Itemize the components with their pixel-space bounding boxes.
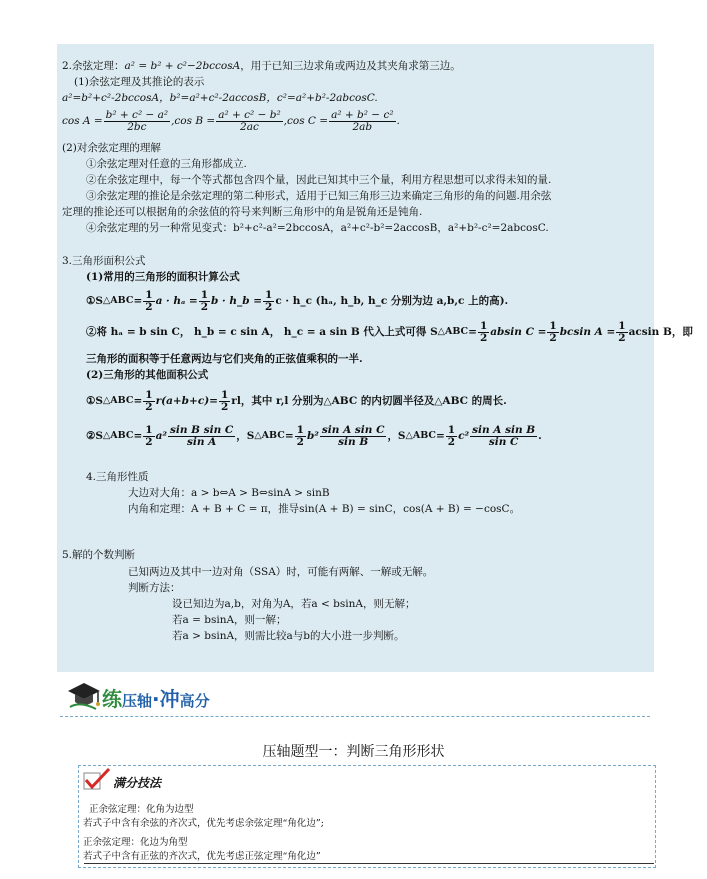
- method-box-underline: [84, 863, 654, 864]
- method-line-4: 若式子中含有正弦的齐次式，优先考虑正弦定理“角化边”: [83, 851, 321, 862]
- method-line-2: 若式子中含有余弦的齐次式，优先考虑余弦定理“角化边”;: [83, 818, 324, 829]
- triangle-properties-heading: 4.三角形性质: [86, 471, 149, 483]
- understanding-1: ①余弦定理对任意的三角形都成立.: [86, 158, 247, 170]
- banner-text-yazhou: 压轴: [122, 692, 153, 710]
- cosine-law-sub2: (2)对余弦定理的理解: [62, 142, 161, 154]
- solutions-line-1: 已知两边及其中一边对角（SSA）时，可能有两解、一解或无解。: [128, 566, 434, 578]
- practice-banner: [66, 679, 276, 713]
- area-sub1: (1)常用的三角形的面积计算公式: [86, 271, 240, 283]
- solutions-line-5: 若a > bsinA，则需比较a与b的大小进一步判断。: [172, 630, 405, 642]
- area-sub2: (2)三角形的其他面积公式: [86, 369, 209, 381]
- cosine-law-sub1: (1)余弦定理及其推论的表示: [74, 76, 205, 88]
- area-heading: 3.三角形面积公式: [62, 255, 146, 267]
- banner-text-practice: 练: [102, 687, 122, 711]
- area-other-2: ②S △ABC = $\frac{1}{2}$ a² $\frac{\text{sin B sin C}}{\text{sin A}}$ ，S △ABC = $\frac{1}{2}$ b² $\frac{\text{sin A sin C}}{\text{sin B}}$ ，S △ABC = $\frac{1}{2}$ c² $\frac{\text{sin A sin B}}{\text{sin C}}$ .: [86, 423, 542, 448]
- banner-text-gaofen: 高分: [179, 692, 210, 710]
- area-other-1: ①S △ABC = $\frac{1}{2}$ r(a+b+c)= $\frac{1}{2}$ rl，其中 r,l 分别为△ABC 的内切圆半径及△ABC 的周长.: [86, 388, 507, 413]
- cosine-law-heading: 2.余弦定理：a² = b² + c²−2bccosA，用于已知三边求角或两边及其夹角求第三边。: [62, 60, 461, 72]
- banner-text-chong: ·冲: [152, 687, 180, 711]
- area-formula-1: ①S △ABC = $\frac{1}{2}$ a · hₐ = $\frac{1}{2}$ b · h_b = $\frac{1}{2}$ c · h_c (hₐ, h_b, h_c 分别为边 a,b,c 上的高).: [86, 288, 509, 313]
- method-box-title: 满分技法: [113, 776, 162, 790]
- solutions-heading: 5.解的个数判断: [62, 549, 136, 561]
- understanding-3b: 定理的推论还可以根据角的余弦值的符号来判断三角形中的角是锐角还是钝角.: [62, 206, 423, 218]
- method-box: [78, 765, 656, 868]
- solutions-line-3: 设已知边为a,b，对角为A，若a < bsinA，则无解；: [172, 598, 416, 610]
- understanding-3a: ③余弦定理的推论是余弦定理的第二种形式，适用于已知三角形三边来确定三角形的角的问题.用余弦: [86, 190, 552, 202]
- question-type-title: 压轴题型一：判断三角形形状: [262, 744, 445, 760]
- triangle-property-2: 内角和定理：A + B + C = π，推导sin(A + B) = sinC，cos(A + B) = −cosC。: [128, 503, 521, 515]
- area-formula-2: ②将 hₐ = b sin C， h_b = c sin A， h_c = a sin B 代入上式可得 S △ABC = $\frac{1}{2}$ absin C = $\frac{1}{2}$ bcsin A = $\frac{1}{2}$ acsin B，即: [86, 319, 693, 344]
- cosine-corollary: cos A = $\frac{\text{b² + c² − a²}}{2bc}$ ,cos B = $\frac{\text{a² + c² − b²}}{2ac}$ ,cos C = $\frac{\text{a² + b² − c²}}{2ab}$ .: [62, 108, 400, 133]
- checkmark-icon: [83, 768, 111, 792]
- solutions-line-2: 判断方法：: [128, 582, 181, 594]
- triangle-property-1: 大边对大角：a > b⇔A > B⇔sinA > sinB: [128, 487, 330, 499]
- understanding-4: ④余弦定理的另一种常见变式：b²+c²-a²=2bccosA，a²+c²-b²=2accosB，a²+b²-c²=2abcosC.: [86, 222, 549, 234]
- method-line-1: 正余弦定理：化角为边型: [89, 804, 194, 815]
- understanding-2: ②在余弦定理中，每一个等式都包含四个量，因此已知其中三个量，利用方程思想可以求得未知的量.: [86, 174, 552, 186]
- graduation-cap-icon: [66, 679, 102, 711]
- divider-top: [60, 716, 650, 717]
- cosine-law-forms: a²=b²+c²-2bccosA，b²=a²+c²-2accosB，c²=a²+b²-2abcosC.: [62, 92, 378, 104]
- area-formula-2-line2: 三角形的面积等于任意两边与它们夹角的正弦值乘积的一半.: [86, 353, 363, 365]
- solutions-line-4: 若a = bsinA，则一解；: [172, 614, 287, 626]
- method-line-3: 正余弦定理：化边为角型: [83, 837, 188, 848]
